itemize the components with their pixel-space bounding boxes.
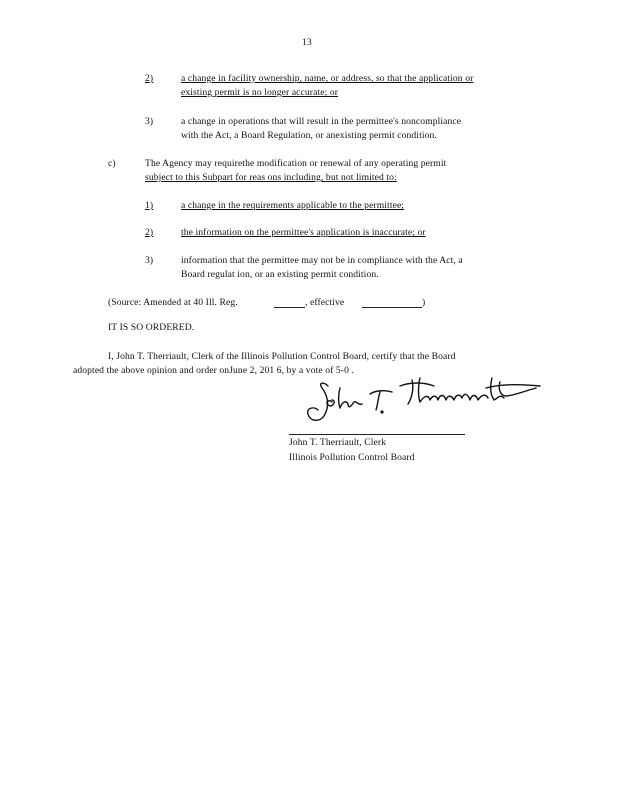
certification-line: I, John T. Therriault, Clerk of the Illinois Pollution Control Board, certify that the Board [108,351,456,362]
sub-item-text-line: the information on the permittee's application is inaccurate; or [181,227,426,238]
sub-item-text-line: Board regulat ion, or an existing permit condition. [181,269,379,280]
sub-item-marker: 2) [145,227,154,238]
page-number: 13 [302,37,312,48]
source-note-suffix: ) [422,297,426,308]
clause-text-line: The Agency may requirethe modification or renewal of any operating permit [145,158,447,169]
clause-marker: c) [108,158,116,169]
signatory-organization: Illinois Pollution Control Board [289,452,415,463]
item-text-line: a change in operations that will result in the permittee's noncompliance [181,116,462,127]
source-note-middle: , effective [305,297,345,308]
volume-blank [274,307,305,308]
order-statement: IT IS SO ORDERED. [108,322,195,333]
source-note-prefix: (Source: Amended at 40 Ill. Reg. [108,297,238,308]
clause-text-line: subject to this Subpart for reas ons including, but not limited to: [145,172,397,183]
sub-item-marker: 3) [145,255,154,266]
effective-date-blank [362,307,422,308]
item-text-line: with the Act, a Board Regulation, or anexisting permit condition. [181,130,437,141]
item-text-line: existing permit is no longer accurate; or [181,87,339,98]
signature-line [289,434,465,435]
certification-line: adopted the above opinion and order onJune 2, 201 6, by a vote of 5-0 . [73,365,354,376]
item-marker: 3) [145,116,154,127]
handwritten-signature [300,372,550,428]
signatory-name: John T. Therriault, Clerk [289,437,387,448]
item-marker: 2) [145,73,154,84]
sub-item-marker: 1) [145,200,154,211]
item-text-line: a change in facility ownership, name, or address, so that the application or [181,73,474,84]
sub-item-text-line: information that the permittee may not be in compliance with the Act, a [181,255,463,266]
sub-item-text-line: a change in the requirements applicable to the permittee; [181,200,405,211]
